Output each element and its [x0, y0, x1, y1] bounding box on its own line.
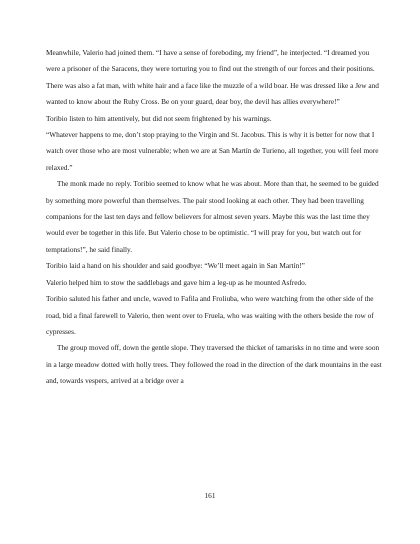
body-text — [46, 45, 382, 390]
page-number: 161 — [204, 491, 216, 500]
paragraph-4: The monk made no reply. Toribio seemed to know what he was about. More than that, he seemed to be guided by something more powerful than themselves. The pair stood looking at each other. They had been travelling companions for the last ten days and fellow believers for almost seven years. Maybe this was the last time they would ever be together in this life. But Valerio chose to be optimistic. “I will pray for you, but watch out for temptations!”, he said finally. — [46, 179, 379, 254]
paragraph-2: Toribio listen to him attentively, but did not seem frightened by his warnings. — [46, 113, 272, 123]
paragraph-3: “Whatever happens to me, don’t stop praying to the Virgin and St. Jacobus. This is why it is better for now that I watch over those who are most vulnerable; when we are at San Martín de Turieno, all together, you will feel more relaxed.” — [46, 130, 379, 172]
paragraph-6: Valerio helped him to stow the saddlebags and gave him a leg-up as he mounted Asfredo. — [46, 277, 307, 287]
paragraph-5: Toribio laid a hand on his shoulder and said goodbye: “We’ll meet again in San Martín!” — [46, 261, 305, 271]
paragraph-1: Meanwhile, Valerio had joined them. “I have a sense of foreboding, my friend”, he interjected. “I dreamed you were a prisoner of the Saracens, they were torturing you to find out the strength of our forces and their positions. There was also a fat man, with white hair and a face like the muzzle of a wild boar. He was dressed like a Jew and wanted to know about the Ruby Cross. Be on your guard, dear boy, the devil has allies everywhere!” — [46, 48, 379, 107]
paragraph-8: The group moved off, down the gentle slope. They traversed the thicket of tamarisks in no time and were soon in a large meadow dotted with holly trees. They followed the road in the direction of the dark mountains in the east and, towards vespers, arrived at a bridge over a — [46, 343, 382, 386]
paragraph-7: Toribio saluted his father and uncle, waved to Fafila and Froliuba, who were watching from the other side of the road, bid a final farewell to Valerio, then went over to Fruela, who was waiting with the others beside the row of cypresses. — [46, 294, 374, 336]
